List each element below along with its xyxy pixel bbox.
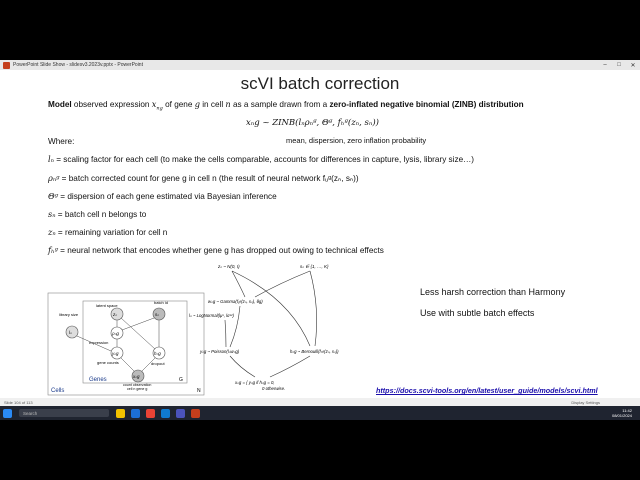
zinb-label: zero-inflated negative binomial (ZINB) distribution <box>329 100 524 109</box>
def-z <box>48 227 167 237</box>
edge-icon[interactable] <box>131 409 140 418</box>
maximize-icon[interactable]: □ <box>617 61 621 68</box>
expression-label: expression <box>89 340 109 345</box>
cells-plate-label: Cells <box>51 388 65 394</box>
node-h-label: hₙg <box>154 351 161 356</box>
x-def-line2: 0 otherwise. <box>262 386 286 391</box>
x-def-line1: xₙg = { yₙg if hₙg = 0, <box>235 380 275 385</box>
note-harmony: Less harsh correction than Harmony <box>420 287 566 297</box>
def-f-text: = neural network that encodes whether gene g has dropped out owing to technical effects <box>57 246 384 255</box>
intro-sym-g: g <box>194 99 200 109</box>
cell-gene-label: cell n gene g <box>127 387 148 391</box>
intro-part-d: as a sample drawn from a <box>230 100 330 109</box>
note-subtle: Use with subtle batch effects <box>420 308 535 318</box>
def-l-sym: lₙ <box>48 154 54 164</box>
def-z-text: = remaining variation for cell n <box>55 228 168 237</box>
node-s-label: sₙ <box>155 312 160 317</box>
def-rho-text: = batch corrected count for gene g in cell n (the result of neural network fᵤᵍ(zₙ, sₙ)) <box>59 174 359 183</box>
def-theta-text: = dispersion of each gene estimated via Bayesian inference <box>58 192 277 201</box>
model-label: Model <box>48 100 72 109</box>
dropout-label: dropout <box>151 361 165 366</box>
def-s <box>48 209 146 219</box>
clock-time: 11:42 <box>622 408 632 413</box>
def-rho <box>48 173 359 183</box>
genes-plate-label: Genes <box>89 377 107 383</box>
zinb-formula: xₙg ~ ZINB(lₙρₙᵍ, Θᵍ, fₕᵍ(zₙ, sₙ)) <box>246 118 379 128</box>
node-rho-label: ρₙg <box>112 331 119 336</box>
def-theta <box>48 191 277 201</box>
h-dist: hₙg ~ Bernoulli(fₕᵍ(zₙ, sₙ)) <box>290 349 339 354</box>
def-s-sym: sₙ <box>48 209 56 219</box>
intro-part-a: observed expression <box>71 100 152 109</box>
close-icon[interactable]: ✕ <box>630 62 636 69</box>
file-explorer-icon[interactable] <box>116 409 125 418</box>
intro-part-c: in cell <box>199 100 226 109</box>
def-l-text: = scaling factor for each cell (to make the cells comparable, accounts for differences in capture, lysis, library size…) <box>53 155 475 164</box>
where-label: Where: <box>48 137 75 146</box>
genes-plate-count: G <box>179 377 183 383</box>
slide-title: scVI batch correction <box>240 74 400 93</box>
w-dist: wₙg ~ Gamma(fᵤᵍ(zₙ, sₙ), θg) <box>208 299 263 304</box>
intro-sym-x: x <box>151 99 157 109</box>
powerpoint-icon <box>3 62 10 69</box>
def-f <box>48 245 384 255</box>
gene-counts-label: gene counts <box>97 360 119 365</box>
minimize-icon[interactable]: – <box>603 61 607 68</box>
z-prior: zₙ ~ N(0, I) <box>218 264 240 269</box>
intro-part-b: of gene <box>162 100 195 109</box>
def-l <box>48 154 474 164</box>
intro-sym-n: n <box>225 99 231 109</box>
teams-icon[interactable] <box>176 409 185 418</box>
def-theta-sym: Θᵍ <box>48 191 58 201</box>
chrome-icon[interactable] <box>146 409 155 418</box>
powerpoint-taskbar-icon[interactable] <box>191 409 200 418</box>
l-dist: lₙ ~ LogNormal(lμˢ, lσˢ²) <box>189 313 234 318</box>
outlook-icon[interactable] <box>161 409 170 418</box>
display-settings-button[interactable]: Display Settings <box>571 399 600 405</box>
def-s-text: = batch cell n belongs to <box>55 210 147 219</box>
count-obs-label: count observation <box>123 383 152 387</box>
s-prior: sₙ ∈ {1, …, K} <box>300 264 329 269</box>
library-size-label: library size <box>59 312 79 317</box>
window-title: PowerPoint Slide Show - slidesv3.2023v.pptx - PowerPoint <box>13 62 143 68</box>
window-controls <box>598 62 640 69</box>
latent-space-label: latent space <box>96 303 118 308</box>
intro-sub-ng: ng <box>156 105 163 112</box>
taskbar-search[interactable]: Search <box>19 409 109 417</box>
window-titlebar <box>0 60 640 70</box>
taskbar <box>0 406 640 420</box>
node-z-label: zₙ <box>113 312 118 317</box>
clock-date: 08/01/2024 <box>611 413 632 418</box>
batch-id-label: batch id <box>154 300 169 305</box>
formula-note: mean, dispersion, zero inflation probability <box>286 136 427 145</box>
graphical-model-figure <box>47 292 205 396</box>
reference-link[interactable]: https://docs.scvi-tools.org/en/latest/user_guide/models/scvi.html <box>376 386 598 395</box>
model-intro <box>48 99 524 112</box>
def-rho-sym: ρₙᵍ <box>48 173 60 183</box>
windows-start-icon[interactable] <box>3 409 12 418</box>
y-dist: yₙg ~ Poisson(lₙwₙg) <box>200 349 240 354</box>
node-l-label: lₙ <box>69 330 72 335</box>
status-bar <box>0 398 640 406</box>
slide-canvas <box>0 70 640 398</box>
node-l <box>66 326 78 338</box>
def-f-sym: fₕᵍ <box>48 245 58 255</box>
node-x-label: xₙg <box>133 374 140 379</box>
slide-counter: Slide 104 of 113 <box>4 399 33 405</box>
def-z-sym: zₙ <box>48 227 56 237</box>
cells-plate-count: N <box>197 388 201 394</box>
system-tray <box>612 408 632 418</box>
generative-process-figure <box>189 258 360 393</box>
node-y-label: yₙg <box>112 351 119 356</box>
